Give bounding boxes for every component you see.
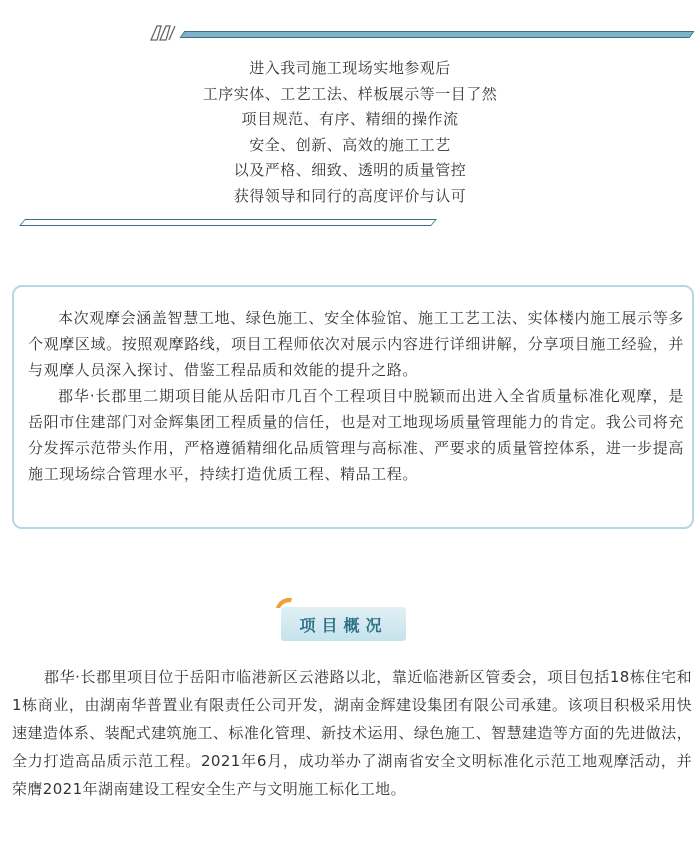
overview-paragraph: 郡华·长郡里项目位于岳阳市临港新区云港路以北，靠近临港新区管委会，项目包括18栋住宅和1栋商业，由湖南华普置业有限责任公司开发，湖南金辉建设集团有限公司承建。该项目积极采用快速建造体系、装配式建筑施工、标准化管理、新技术运用、绿色施工、智慧建造等方面的先进做法，全力打造高品质示范工程。2021年6月，成功举办了湖南省安全文明标准化示范工地观摩活动，并荣膺2021年湖南建设工程安全生产与文明施工标化工地。 xyxy=(12,668,692,798)
framed-text xyxy=(28,305,684,487)
poem-line: 以及严格、细致、透明的质量管控 xyxy=(233,161,467,179)
poem-line: 安全、创新、高效的施工工艺 xyxy=(249,135,451,154)
footer-bar xyxy=(19,219,437,226)
poem-line: 工序实体、工艺工法、样板展示等一目了然 xyxy=(202,84,498,103)
project-overview xyxy=(12,663,692,803)
framed-paragraph: 郡华·长郡里二期项目能从岳阳市几百个工程项目中脱颖而出进入全省质量标准化观摩，是岳阳市住建部门对金辉集团工程质量的信任，也是对工地现场质量管理能力的肯定。我公司将充分发挥示范带头作用，严格遵循精细化品质管理与高标准、严要求的质量管控体系，进一步提高施工现场综合管理水平，持续打造优质工程、精品工程。 xyxy=(28,387,684,483)
poem-line: 获得领导和同行的高度评价与认可 xyxy=(233,186,467,205)
intro-poem xyxy=(0,56,700,209)
header-bar xyxy=(180,31,695,38)
framed-paragraph: 本次观摩会涵盖智慧工地、绿色施工、安全体验馆、施工工艺工法、实体楼内施工展示等多个观摩区域。按照观摩路线，项目工程师依次对展示内容进行详细讲解，分享项目施工经验，并与观摩人员深入探讨、借鉴工程品质和效能的提升之路。 xyxy=(28,309,684,379)
poem-line: 进入我司施工现场实地参观后 xyxy=(249,59,451,77)
section-title-box xyxy=(281,607,406,641)
poem-line: 项目规范、有序、精细的操作流 xyxy=(241,110,459,128)
quote-icon xyxy=(148,22,178,42)
section-title: 项目概况 xyxy=(299,615,388,635)
